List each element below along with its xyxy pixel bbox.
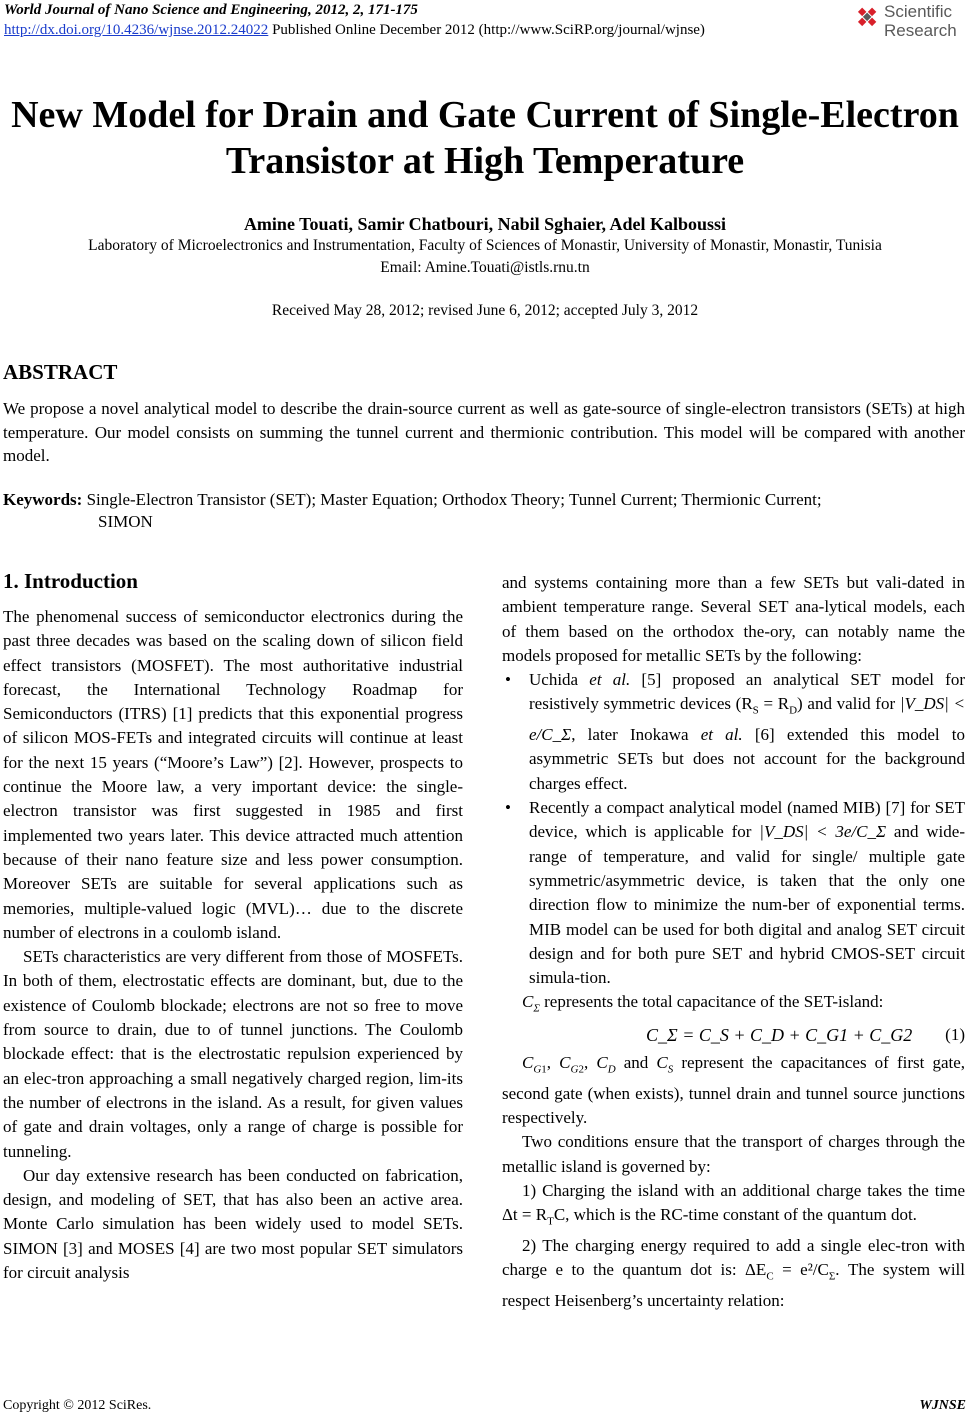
right-paragraph-2-text: represents the total capacitance of the SET-island:	[539, 992, 884, 1012]
right-paragraph-4: Two conditions ensure that the transport of charges through the metallic island is governed by:	[502, 1132, 965, 1176]
intro-paragraph-1: The phenomenal success of semiconductor electronics during the past three decades was based on the scaling down of silicon field effect transistors (MOSFET). The most authoritative industrial forecast, the International Technology Roadmap for Semiconductors (ITRS) [1] predicts that this exponential progress of silicon MOS-FETs and integrated circuits will continue at least for the next 15 years (“Moore’s Law”) [2]. However, prospects to continue the Moore law, a very important device: the single-electron transistor was first suggested in 1985 and first implemented two years later. This device attracted much attention because of their nano feature size and less power consumption. Moreover SETs are suitable for several applications such as memories, multiple-valued logic (MVL)… due to the discrete number of electrons in a coulomb island.	[3, 607, 463, 942]
affiliation: Laboratory of Microelectronics and Instrumentation, Faculty of Sciences of Monastir, University of Monastir, Monastir, Tunisia	[88, 237, 882, 254]
right-paragraph-6: 2) The charging energy required to add a single elec-tron with charge e to the quantum dot is: $\Delta E_C = e^2/C_\Sigma$. The system will respect Heisenberg’s uncertainty relation:	[502, 1235, 965, 1310]
right-paragraph-6-text-c: . The system will respect Heisenberg’s uncertainty relation:	[502, 1260, 965, 1310]
journal-header	[4, 2, 418, 19]
bullet1-text-e: ) and valid for	[797, 694, 900, 714]
email: Email: Amine.Touati@istls.rnu.tn	[380, 259, 590, 276]
abstract-text: We propose a novel analytical model to describe the drain-source current as well as gate-source of single-electron transistors (SETs) at high temperature. Our model consists on summing the tunnel current and thermionic contribution. This model will be compared with another model.	[3, 399, 965, 465]
bullet-mib	[502, 796, 965, 990]
equation-1	[502, 1021, 965, 1051]
keywords-line2: SIMON	[98, 512, 153, 531]
bullet1-etal: et al.	[589, 670, 631, 690]
bullet2-text-a: Recently a compact analytical model (named MIB) [7] for SET device, which is applicable for	[529, 798, 965, 842]
doi-link[interactable]: http://dx.doi.org/10.4236/wjnse.2012.24022	[4, 22, 269, 38]
bullet-uchida	[502, 668, 965, 796]
intro-paragraph-2: SETs characteristics are very different from those of MOSFETs. In both of them, electrostatic effects are dominant, but, due to the existence of Coulomb blockade; electrons are not so free to move from source to drain, due to of tunnel junctions. The Coulomb blockade effect: that is the electrostatic repulsion experienced by an elec-tron approaching a small negatively charged region, lim-its the number of electrons in the island. As a result, for given values of gate and drain voltages, only a range of charge is possible for tunneling.	[3, 947, 463, 1161]
bullet1-etal2: et al.	[700, 725, 743, 745]
bullet1-text-g: [6] extended this model to asymmetric SETs but does not account for the background charges effect.	[529, 725, 965, 793]
title-line2: Transistor at High Temperature	[225, 140, 745, 182]
logo-text	[884, 2, 957, 40]
journal-name: World Journal of Nano Science and Engineering	[4, 2, 308, 18]
right-paragraph-5-text-b: C, which is the RC-time constant of the quantum dot.	[553, 1205, 917, 1225]
right-paragraph-1: and systems containing more than a few SETs but vali-dated in ambient temperature range. Several SET ana-lytical models, each of them based on the orthodox the-ory, can notably name the models proposed for metallic SETs by the following:	[502, 573, 965, 665]
abstract-heading: ABSTRACT	[3, 360, 118, 384]
bullet1-sub-d: D	[789, 704, 798, 717]
keywords-line1: Single-Electron Transistor (SET); Master Equation; Orthodox Theory; Tunnel Current; Thermionic Current;	[82, 490, 822, 509]
equation-1-body: C_Σ = C_S + C_D + C_G1 + C_G2	[646, 1025, 913, 1046]
bullet1-text-f: , later Inokawa	[571, 725, 701, 745]
right-paragraph-3: $C_{G1}$, $C_{G2}$, $C_D$ and $C_S$ represent the capacitances of first gate, second gate (when exists), tunnel drain and tunnel source junctions respectively.	[502, 1053, 966, 1128]
left-column	[3, 605, 463, 1285]
scientific-research-logo-icon	[850, 4, 880, 34]
bullet1-text-a: Uchida	[529, 670, 590, 690]
c-sigma-symbol: $C_\Sigma$	[522, 992, 540, 1015]
right-paragraph-2	[502, 990, 965, 1021]
title-line1: New Model for Drain and Gate Current of Single-Electron	[11, 94, 959, 136]
right-paragraph-5: 1) Charging the island with an additional charge takes the time $\Delta t = R_TC$, which is the RC-time constant of the quantum dot.	[502, 1181, 965, 1228]
authors: Amine Touati, Samir Chatbouri, Nabil Sghaier, Adel Kalboussi	[243, 214, 727, 234]
bullet1-condition: |V_DS| < e/C_Σ	[529, 694, 965, 745]
bullet2-condition: |V_DS| < 3e/C_Σ	[759, 822, 887, 842]
journal-abbreviation: WJNSE	[919, 1398, 966, 1413]
copyright: Copyright © 2012 SciRes.	[3, 1398, 152, 1413]
intro-paragraph-3: Our day extensive research has been conducted on fabrication, design, and modeling of SET, that has also been an active area. Monte Carlo simulation has been widely used to model SETs. SIMON [3] and MOSES [4] are two most popular SET simulators for circuit analysis	[3, 1165, 463, 1283]
bullet2-text-b: and wide-range of temperature, and valid for single/ multiple gate symmetric/asymmetric device, is taken that the only one direction flow to minimize the num-ber of exponential terms. MIB model can be used for both digital and analog SET circuit design and for both pure SET and hybrid CMOS-SET circuit simula-tion.	[529, 822, 965, 988]
section-heading-introduction: 1. Introduction	[3, 569, 138, 593]
keywords-label: Keywords:	[3, 490, 83, 509]
header-line2	[4, 22, 705, 39]
received-dates: Received May 28, 2012; revised June 6, 2012; accepted July 3, 2012	[271, 302, 699, 319]
right-paragraph-6-text-a: 2) The charging energy required to add a single elec-tron with charge e to the quantum dot is: ΔE	[502, 1235, 965, 1280]
bullet1-text-b: [5] proposed an analytical SET model for resistively symmetric devices (R	[529, 670, 966, 714]
right-paragraph-3-text: represent the capacitances of first gate, second gate (when exists), tunnel drain and tunnel source junctions respectively.	[502, 1053, 966, 1128]
publisher-logo	[850, 2, 970, 44]
logo-line1: Scientific	[884, 2, 953, 21]
right-column	[502, 571, 965, 1313]
bullet1-sub-s: S	[752, 704, 759, 717]
equation-1-number: (1)	[945, 1025, 965, 1045]
paper-title	[0, 92, 970, 184]
keywords	[3, 488, 965, 512]
right-paragraph-6-text-b: = e²/C	[773, 1260, 829, 1280]
bullet1-text-c: = R	[758, 694, 790, 714]
published-text: Published Online December 2012 (http://www.SciRP.org/journal/wjnse)	[268, 22, 705, 38]
journal-issue: , 2012, 2, 171-175	[307, 2, 418, 18]
logo-line2: Research	[884, 21, 957, 40]
right-paragraph-5-text-a: 1) Charging the island with an additional charge takes the time Δt = R	[502, 1181, 965, 1225]
